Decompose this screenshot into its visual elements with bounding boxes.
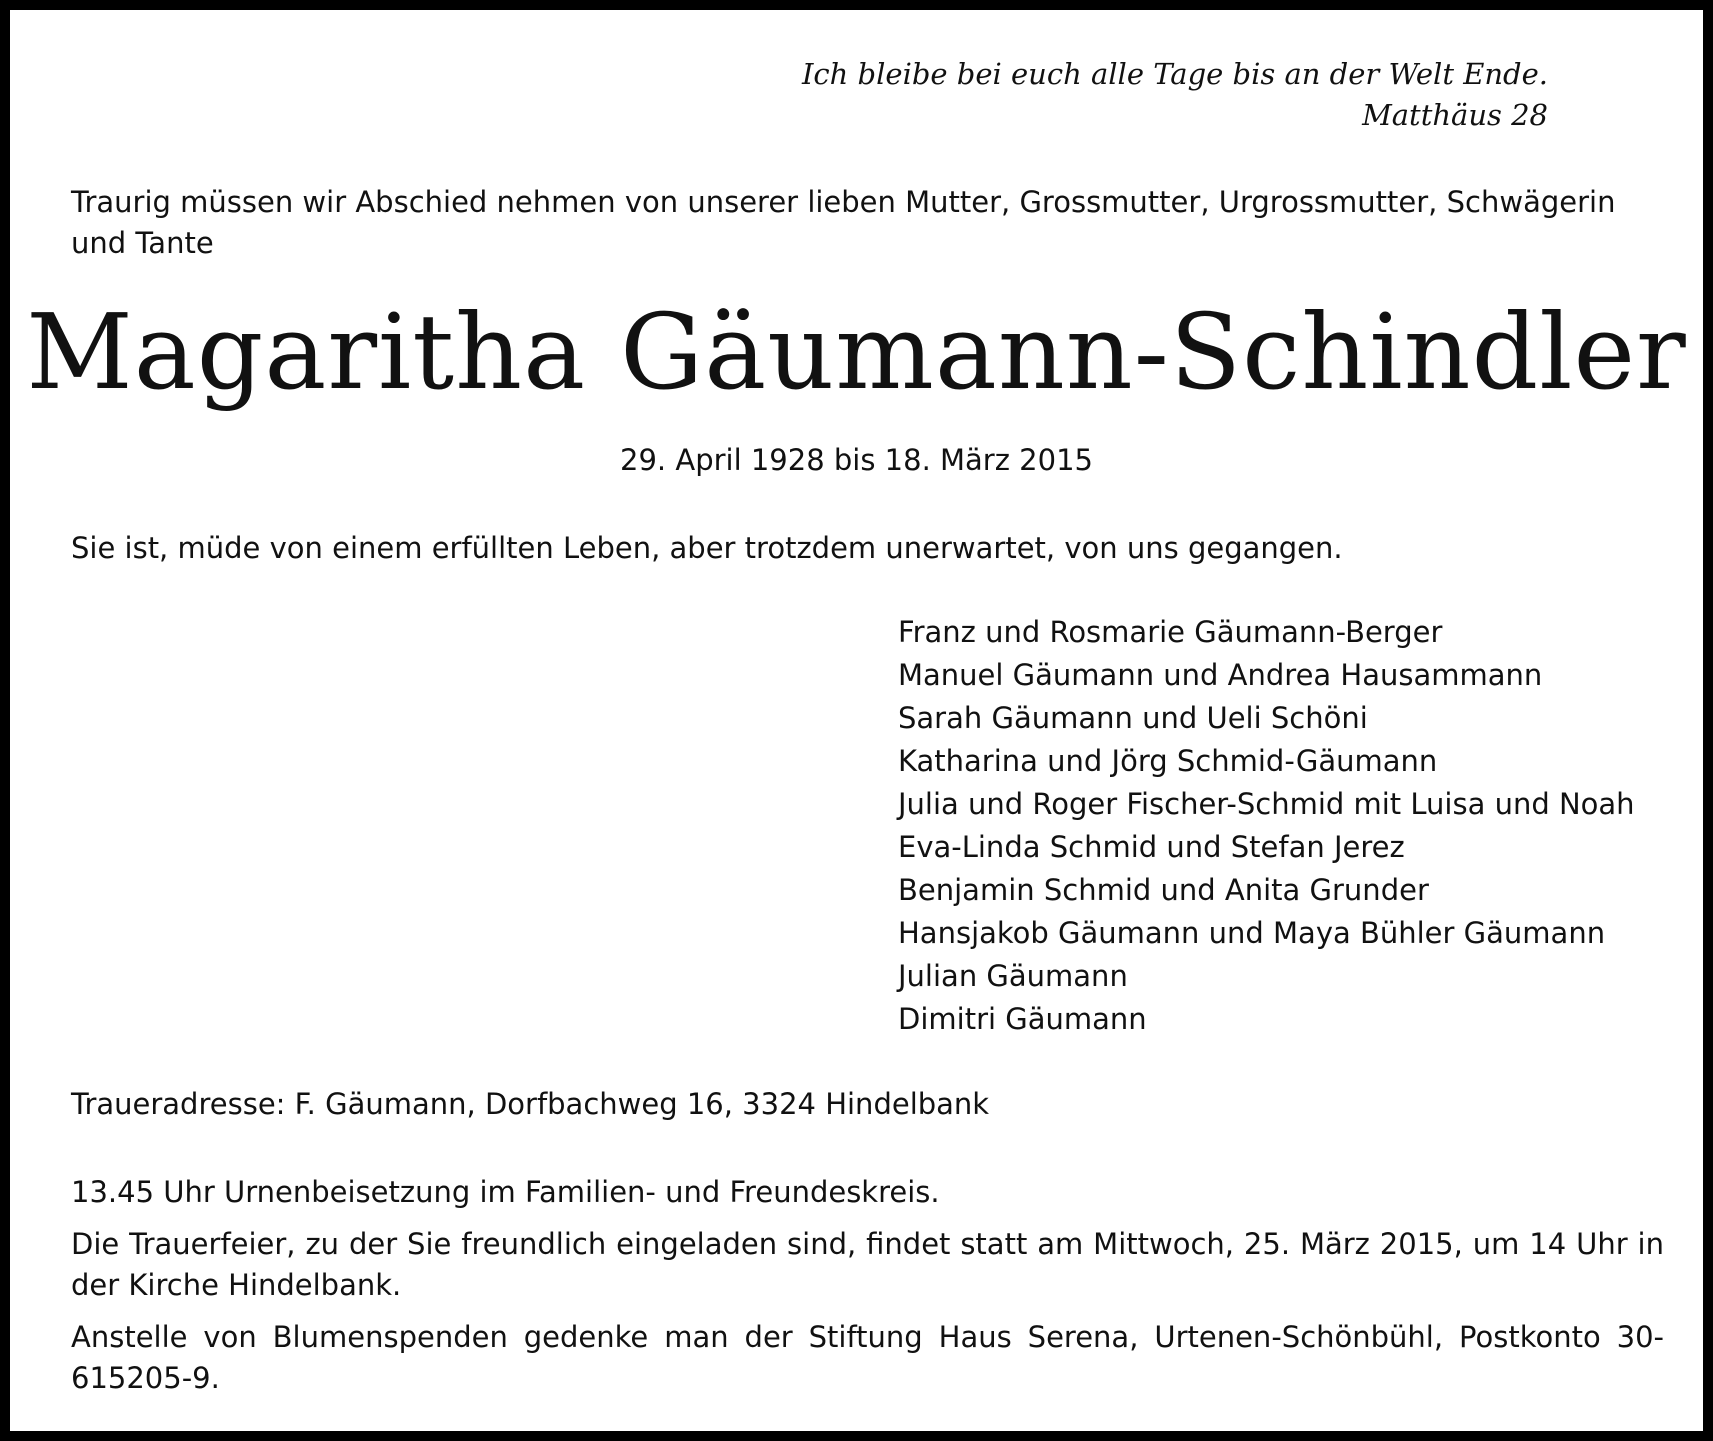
motto-source: Matthäus 28 <box>1362 98 1548 132</box>
mourner-entry: Dimitri Gäumann <box>898 1002 1147 1036</box>
motto-quote: Ich bleibe bei euch alle Tage bis an der Welt Ende. <box>801 57 1548 91</box>
donation-note: Anstelle von Blumenspenden gedenke man der Stiftung Haus Serena, Urtenen-Schönbühl, Postkonto 30-615205-9. <box>71 1320 1664 1395</box>
ceremony-note: Die Trauerfeier, zu der Sie freundlich eingeladen sind, findet statt am Mittwoch, 25. März 2015, um 14 Uhr in der Kirche Hindelbank. <box>71 1227 1664 1302</box>
mourner-entry: Hansjakob Gäumann und Maya Bühler Gäumann <box>898 916 1606 950</box>
ceremony-info <box>71 1172 1664 1410</box>
mourner-entry: Katharina und Jörg Schmid-Gäumann <box>898 744 1438 778</box>
mourner-entry: Julian Gäumann <box>898 959 1128 993</box>
mourner-entry: Franz und Rosmarie Gäumann-Berger <box>898 615 1443 649</box>
mourner-entry: Sarah Gäumann und Ueli Schöni <box>898 701 1368 735</box>
life-dates: 29. April 1928 bis 18. März 2015 <box>620 443 1093 477</box>
mourners-list <box>898 611 1635 1041</box>
bible-motto <box>802 54 1548 136</box>
deceased-name: Magaritha Gäumann-Schindler <box>26 291 1687 413</box>
life-statement: Sie ist, müde von einem erfüllten Leben, aber trotzdem unerwartet, von uns gegangen. <box>71 531 1343 565</box>
mourner-entry: Benjamin Schmid und Anita Grunder <box>898 873 1429 907</box>
burial-note: 13.45 Uhr Urnenbeisetzung im Familien- und Freundeskreis. <box>71 1175 940 1209</box>
intro-text: Traurig müssen wir Abschied nehmen von unserer lieben Mutter, Grossmutter, Urgrossmutter, Schwägerin und Tante <box>71 185 1616 260</box>
mourner-entry: Eva-Linda Schmid und Stefan Jerez <box>898 830 1405 864</box>
mourner-entry: Julia und Roger Fischer-Schmid mit Luisa und Noah <box>898 787 1635 821</box>
mourning-address: Traueradresse: F. Gäumann, Dorfbachweg 16, 3324 Hindelbank <box>71 1087 990 1121</box>
mourner-entry: Manuel Gäumann und Andrea Hausammann <box>898 658 1543 692</box>
